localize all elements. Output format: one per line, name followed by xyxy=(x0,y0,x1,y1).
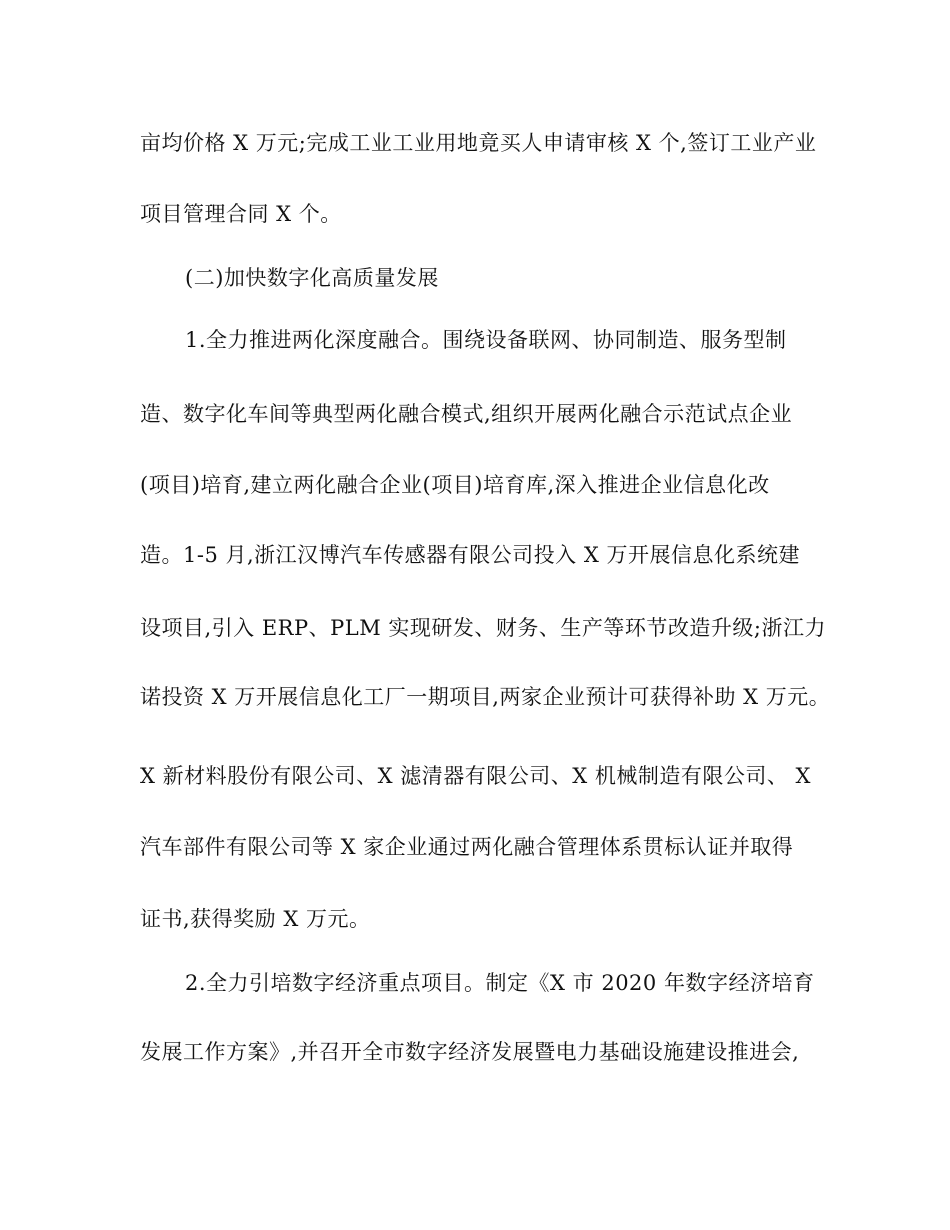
text-line-9: 诺投资 X 万开展信息化工厂一期项目,两家企业预计可获得补助 X 万元。 xyxy=(140,685,831,709)
text-line-8: 设项目,引入 ERP、PLM 实现研发、财务、生产等环节改造升级;浙江力 xyxy=(140,616,826,640)
text-line-6: (项目)培育,建立两化融合企业(项目)培育库,深入推进企业信息化改 xyxy=(140,473,770,497)
text-line-2: 项目管理合同 X 个。 xyxy=(140,202,342,226)
text-line-4: 1.全力推进两化深度融合。围绕设备联网、协同制造、服务型制 xyxy=(185,328,787,352)
text-line-11: 汽车部件有限公司等 X 家企业通过两化融合管理体系贯标认证并取得 xyxy=(140,835,794,859)
text-line-13: 2.全力引培数字经济重点项目。制定《X 市 2020 年数字经济培育 xyxy=(185,971,815,995)
text-line-10: X 新材料股份有限公司、X 滤清器有限公司、X 机械制造有限公司、 X xyxy=(140,764,811,788)
section-heading: (二)加快数字化高质量发展 xyxy=(185,266,439,290)
text-line-1: 亩均价格 X 万元;完成工业工业用地竟买人申请审核 X 个,签订工业产业 xyxy=(140,131,817,155)
text-line-12: 证书,获得奖励 X 万元。 xyxy=(140,907,371,931)
text-line-7: 造。1-5 月,浙江汉博汽车传感器有限公司投入 X 万开展信息化系统建 xyxy=(140,543,800,567)
text-line-5: 造、数字化车间等典型两化融合模式,组织开展两化融合示范试点企业 xyxy=(140,402,793,426)
text-line-14: 发展工作方案》,并召开全市数字经济发展暨电力基础设施建设推进会, xyxy=(140,1040,800,1064)
